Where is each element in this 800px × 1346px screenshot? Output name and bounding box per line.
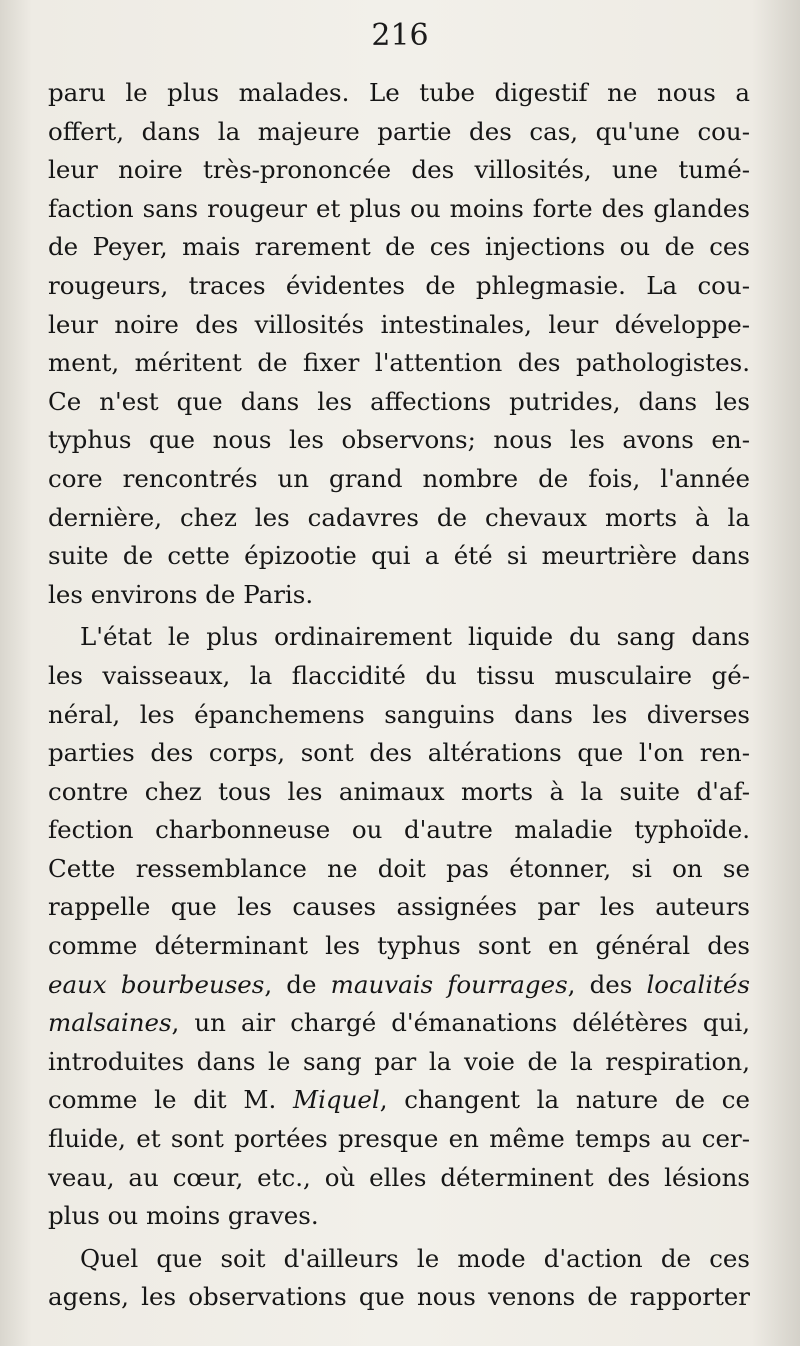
paragraph-3 [48,1240,750,1317]
text-line: leur noire très-prononcée des villosités, une tumé- [48,155,750,185]
text-line: néral, les épanchemens sanguins dans les diverses [48,699,750,729]
text-line: comme le dit M. Miquel, changent la nature de ce [48,1085,750,1115]
text-line: de Peyer, mais rarement de ces injections ou de ces [48,232,750,262]
italic-text: Miquel [292,1085,380,1115]
text-line: agens, les observations que nous venons de rapporter [48,1282,750,1312]
italic-text: localités [646,969,750,999]
text-line: Ce n'est que dans les affections putrides, dans les [48,386,750,416]
text-line: fluide, et sont portées presque en même temps au cer- [48,1124,750,1154]
text-line: parties des corps, sont des altérations que l'on ren- [48,738,750,768]
text-line: core rencontrés un grand nombre de fois, l'année [48,463,750,493]
text-line: suite de cette épizootie qui a été si meurtrière dans [48,541,750,571]
text-line: typhus que nous les observons; nous les avons en- [48,425,750,455]
italic-text: malsaines [48,1008,172,1038]
text-line: plus ou moins graves. [48,1201,319,1231]
text-line: ment, méritent de fixer l'attention des pathologistes. [48,348,750,378]
text-line: leur noire des villosités intestinales, leur développe- [48,309,750,339]
text-line: L'état le plus ordinairement liquide du sang dans [80,622,750,652]
text-line: rougeurs, traces évidentes de phlegmasie. La cou- [48,270,750,300]
page-number: 216 [371,18,429,53]
italic-text: eaux bourbeuses [48,969,265,999]
italic-text: mauvais fourrages [330,969,568,999]
text-line: dernière, chez les cadavres de chevaux morts à la [48,502,750,532]
text-line: introduites dans le sang par la voie de la respiration, [48,1046,750,1076]
text-line: les vaisseaux, la flaccidité du tissu musculaire gé- [48,660,750,690]
text-line: paru le plus malades. Le tube digestif ne nous a [48,78,750,107]
paragraph-2 [48,618,750,1236]
text-line: rappelle que les causes assignées par les auteurs [48,892,750,922]
paragraph-1 [48,74,750,614]
text-line: les environs de Paris. [48,579,314,609]
text-line: fection charbonneuse ou d'autre maladie typhoïde. [48,815,750,845]
text-line: Cette ressemblance ne doit pas étonner, si on se [48,853,750,883]
text-line: eaux bourbeuses, de mauvais fourrages, des localités [48,969,750,999]
text-line: contre chez tous les animaux morts à la suite d'af- [48,776,750,806]
text-line: comme déterminant les typhus sont en général des [48,931,750,961]
text-line: faction sans rougeur et plus ou moins forte des glandes [48,193,750,223]
body-text [48,74,750,1317]
text-line: veau, au cœur, etc., où elles déterminent des lésions [48,1162,750,1192]
text-line: malsaines, un air chargé d'émanations délétères qui, [48,1008,750,1038]
text-line: Quel que soit d'ailleurs le mode d'action de ces [80,1243,750,1273]
text-line: offert, dans la majeure partie des cas, qu'une cou- [48,116,750,146]
